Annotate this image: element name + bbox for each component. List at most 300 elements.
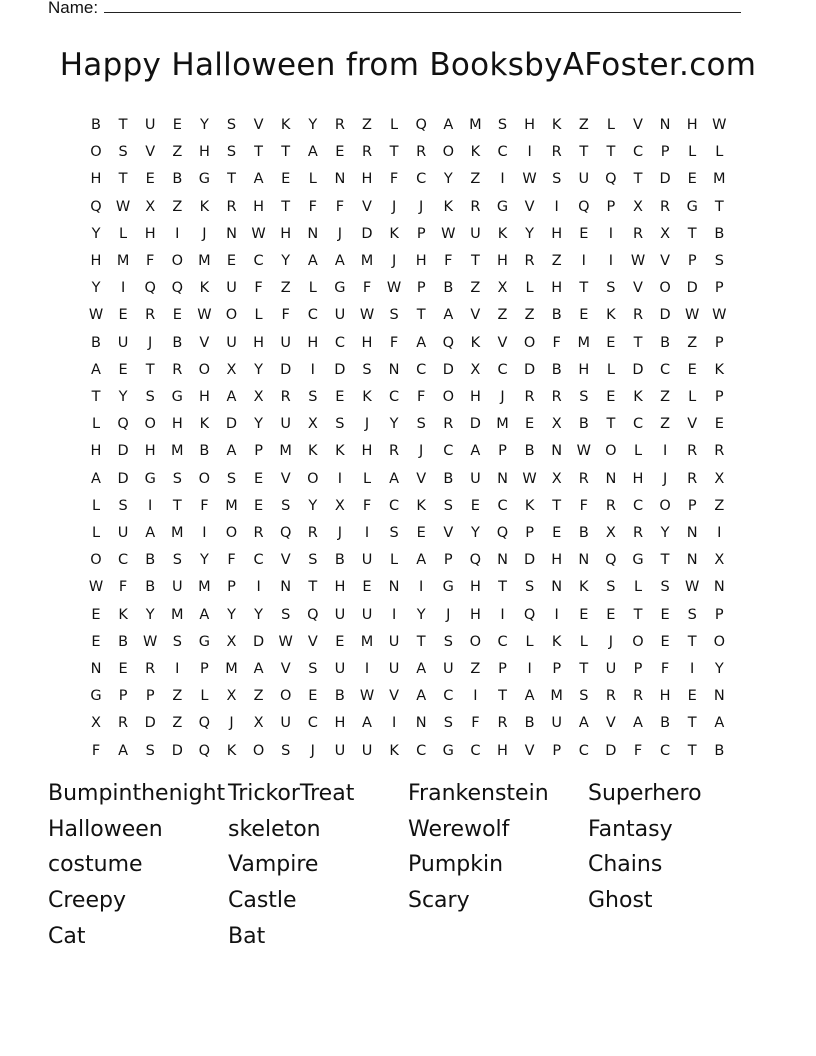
grid-letter: C: [660, 361, 671, 378]
grid-letter: B: [145, 552, 156, 569]
grid-letter: C: [118, 552, 129, 569]
grid-row: [82, 248, 734, 275]
grid-row: [82, 166, 734, 193]
grid-letter: E: [254, 470, 264, 487]
grid-row: [82, 466, 734, 493]
grid-letter: K: [335, 443, 345, 460]
grid-letter: D: [280, 361, 292, 378]
grid-letter: W: [251, 225, 266, 242]
grid-letter: P: [443, 552, 453, 569]
grid-letter: I: [120, 280, 126, 297]
grid-letter: P: [660, 144, 670, 161]
grid-letter: X: [253, 389, 264, 405]
grid-letter: H: [280, 225, 292, 242]
grid-letter: Y: [389, 416, 399, 433]
grid-letter: T: [308, 579, 318, 596]
grid-letter: L: [362, 470, 372, 487]
grid-letter: S: [226, 117, 237, 133]
grid-row: [82, 710, 734, 737]
grid-letter: U: [361, 742, 373, 759]
grid-letter: Q: [605, 552, 617, 569]
word-list-item: costume: [48, 852, 143, 878]
grid-letter: D: [117, 443, 129, 460]
grid-letter: P: [606, 198, 616, 215]
grid-letter: O: [713, 633, 725, 650]
grid-letter: T: [416, 307, 426, 324]
grid-letter: K: [497, 225, 508, 242]
grid-letter: D: [253, 633, 265, 650]
grid-letter: G: [90, 688, 102, 705]
grid-letter: T: [579, 661, 589, 677]
grid-row: [82, 112, 734, 139]
word-list-item: Pumpkin: [408, 852, 504, 878]
grid-letter: V: [416, 470, 427, 487]
grid-letter: O: [225, 307, 238, 324]
grid-letter: K: [280, 117, 291, 133]
grid-row: [82, 330, 734, 357]
grid-letter: I: [364, 525, 370, 541]
grid-row: [82, 656, 734, 683]
grid-letter: G: [198, 633, 211, 650]
grid-letter: B: [524, 443, 535, 460]
grid-letter: G: [686, 198, 698, 215]
grid-letter: C: [253, 253, 264, 269]
grid-letter: Y: [308, 117, 318, 133]
grid-letter: Q: [442, 334, 454, 351]
grid-letter: M: [171, 606, 184, 623]
grid-letter: N: [659, 117, 671, 133]
grid-letter: Y: [443, 171, 453, 188]
grid-letter: Z: [172, 715, 183, 732]
grid-letter: C: [660, 742, 671, 759]
grid-letter: X: [551, 470, 562, 487]
grid-letter: A: [524, 688, 535, 705]
grid-letter: K: [118, 606, 128, 623]
grid-letter: Y: [118, 389, 128, 405]
grid-letter: B: [714, 225, 725, 242]
grid-letter: O: [605, 443, 617, 460]
grid-letter: T: [633, 171, 643, 188]
grid-letter: V: [199, 334, 210, 351]
grid-letter: L: [606, 117, 615, 133]
grid-letter: A: [199, 606, 210, 623]
grid-letter: J: [419, 198, 424, 215]
grid-letter: E: [687, 361, 697, 378]
grid-letter: X: [145, 198, 156, 215]
grid-letter: P: [498, 443, 507, 460]
grid-letter: V: [524, 198, 535, 215]
grid-letter: P: [145, 688, 155, 705]
word-list-item: Chains: [588, 852, 663, 878]
grid-letter: R: [443, 416, 454, 433]
grid-letter: N: [497, 552, 508, 569]
grid-letter: X: [714, 470, 725, 487]
word-list-item: Vampire: [228, 852, 319, 878]
grid-letter: S: [172, 552, 182, 569]
grid-letter: M: [577, 334, 591, 351]
grid-letter: E: [714, 416, 724, 433]
grid-letter: A: [470, 443, 481, 460]
grid-letter: Z: [470, 171, 481, 188]
grid-letter: R: [524, 253, 535, 269]
grid-letter: Z: [497, 307, 508, 324]
grid-letter: W: [359, 688, 375, 705]
grid-letter: V: [687, 416, 698, 433]
grid-letter: P: [227, 579, 236, 596]
grid-letter: P: [687, 497, 697, 514]
grid-letter: R: [470, 198, 481, 215]
grid-letter: P: [552, 661, 562, 677]
grid-letter: S: [579, 389, 589, 405]
grid-letter: H: [334, 715, 346, 732]
grid-letter: B: [524, 715, 535, 732]
grid-row: [82, 194, 734, 221]
grid-letter: L: [91, 416, 101, 433]
grid-letter: T: [281, 198, 291, 215]
grid-letter: Q: [605, 171, 617, 188]
grid-letter: W: [522, 470, 537, 487]
grid-letter: I: [391, 715, 397, 732]
grid-letter: U: [144, 117, 156, 133]
grid-letter: V: [605, 715, 616, 732]
grid-letter: G: [334, 280, 346, 297]
grid-letter: S: [226, 144, 237, 161]
grid-letter: S: [226, 470, 237, 487]
grid-letter: E: [281, 171, 291, 188]
grid-letter: E: [470, 497, 480, 514]
grid-letter: Q: [307, 606, 319, 623]
grid-letter: S: [524, 579, 535, 596]
grid-letter: K: [199, 198, 210, 215]
grid-letter: O: [442, 389, 454, 405]
grid-letter: W: [685, 579, 700, 596]
grid-letter: N: [388, 361, 400, 378]
grid-letter: J: [337, 225, 343, 242]
grid-row: [82, 221, 734, 248]
grid-letter: O: [252, 742, 265, 759]
grid-letter: Q: [198, 715, 211, 732]
grid-letter: U: [388, 661, 400, 677]
grid-letter: Z: [660, 416, 671, 433]
grid-letter: L: [633, 579, 643, 596]
grid-letter: V: [280, 552, 291, 569]
grid-letter: D: [144, 715, 156, 732]
grid-letter: M: [469, 117, 482, 133]
grid-letter: D: [524, 361, 536, 378]
grid-letter: F: [552, 334, 561, 351]
grid-letter: I: [554, 198, 559, 215]
grid-letter: P: [714, 280, 724, 297]
grid-letter: J: [202, 225, 207, 242]
grid-letter: F: [362, 497, 372, 514]
grid-letter: V: [497, 334, 508, 351]
grid-letter: J: [148, 334, 153, 351]
grid-letter: H: [361, 334, 373, 351]
grid-letter: T: [687, 715, 697, 732]
grid-letter: A: [578, 715, 589, 732]
grid-letter: O: [659, 280, 671, 297]
grid-letter: H: [469, 389, 481, 405]
grid-letter: E: [118, 661, 128, 677]
grid-letter: K: [470, 144, 481, 161]
grid-letter: E: [91, 606, 101, 623]
grid-letter: A: [91, 470, 101, 487]
grid-letter: S: [497, 117, 508, 133]
grid-letter: E: [172, 307, 182, 324]
grid-letter: Z: [172, 144, 183, 161]
grid-letter: S: [660, 579, 670, 596]
grid-letter: L: [525, 280, 534, 297]
grid-letter: I: [473, 688, 478, 705]
grid-letter: L: [254, 307, 263, 324]
grid-letter: Q: [578, 198, 590, 215]
grid-letter: R: [551, 389, 562, 405]
grid-letter: Y: [254, 361, 264, 378]
grid-letter: H: [469, 579, 481, 596]
grid-row: [82, 683, 734, 710]
grid-letter: F: [335, 198, 345, 215]
grid-letter: U: [361, 552, 373, 569]
grid-letter: F: [146, 253, 155, 269]
grid-letter: Y: [145, 606, 155, 623]
grid-letter: X: [226, 361, 237, 378]
grid-letter: U: [280, 416, 291, 433]
grid-letter: C: [443, 688, 454, 705]
grid-letter: H: [198, 144, 210, 161]
grid-letter: A: [91, 361, 101, 378]
grid-letter: C: [497, 361, 508, 378]
word-list-item: Bumpinthenight: [48, 781, 226, 806]
grid-row: [82, 602, 734, 629]
grid-letter: Q: [496, 525, 509, 541]
grid-letter: S: [416, 416, 426, 433]
grid-letter: O: [171, 253, 183, 269]
grid-letter: A: [334, 253, 345, 269]
grid-letter: S: [118, 497, 128, 514]
grid-letter: X: [633, 198, 643, 215]
grid-letter: E: [660, 633, 670, 650]
grid-letter: V: [145, 144, 156, 161]
grid-letter: U: [334, 742, 346, 759]
grid-letter: V: [307, 633, 318, 650]
grid-letter: X: [226, 688, 237, 705]
grid-letter: S: [145, 389, 155, 405]
grid-letter: E: [579, 225, 589, 242]
grid-letter: F: [444, 253, 453, 269]
grid-letter: D: [524, 552, 536, 569]
grid-letter: K: [199, 280, 210, 297]
grid-letter: J: [608, 633, 614, 650]
grid-letter: C: [470, 742, 481, 759]
grid-letter: U: [226, 334, 237, 351]
grid-letter: N: [307, 225, 319, 242]
grid-letter: T: [91, 389, 101, 405]
grid-letter: E: [525, 416, 535, 433]
grid-letter: R: [307, 525, 318, 541]
grid-letter: M: [171, 443, 184, 460]
grid-letter: A: [145, 525, 156, 541]
grid-letter: B: [443, 470, 454, 487]
grid-letter: I: [608, 225, 614, 242]
grid-letter: X: [605, 525, 616, 541]
grid-letter: A: [307, 253, 318, 269]
grid-letter: A: [253, 661, 264, 677]
grid-letter: S: [687, 606, 697, 623]
grid-letter: Z: [280, 280, 291, 297]
grid-letter: V: [362, 198, 372, 215]
grid-letter: R: [280, 389, 291, 405]
grid-letter: S: [308, 552, 318, 569]
grid-letter: Y: [416, 606, 426, 623]
grid-letter: U: [551, 715, 562, 732]
grid-letter: L: [200, 688, 209, 705]
page-title: Happy Halloween from BooksbyAFoster.com: [59, 47, 757, 83]
grid-letter: E: [579, 606, 589, 623]
grid-letter: B: [334, 552, 345, 569]
grid-letter: F: [200, 497, 209, 514]
grid-letter: I: [364, 661, 370, 677]
grid-letter: J: [419, 443, 424, 460]
grid-letter: B: [660, 334, 671, 351]
grid-letter: R: [416, 144, 427, 161]
grid-letter: D: [361, 225, 373, 242]
grid-letter: Q: [90, 198, 102, 215]
grid-letter: S: [281, 742, 291, 759]
grid-letter: S: [145, 742, 155, 759]
grid-letter: R: [687, 470, 698, 487]
grid-letter: M: [713, 171, 726, 188]
grid-letter: H: [659, 688, 671, 705]
grid-letter: T: [633, 606, 643, 623]
grid-letter: D: [442, 361, 454, 378]
grid-letter: I: [202, 525, 207, 541]
grid-letter: L: [688, 389, 697, 405]
grid-letter: P: [416, 280, 426, 297]
grid-row: [82, 411, 734, 438]
grid-letter: T: [470, 253, 480, 269]
grid-letter: Z: [172, 688, 183, 705]
grid-letter: U: [280, 715, 291, 732]
grid-letter: W: [712, 307, 727, 324]
grid-letter: Q: [279, 525, 292, 541]
name-field: [48, 0, 748, 20]
grid-letter: F: [389, 171, 399, 188]
grid-letter: W: [359, 307, 375, 324]
grid-letter: E: [335, 633, 345, 650]
grid-letter: M: [550, 688, 563, 705]
grid-letter: G: [442, 742, 454, 759]
grid-letter: U: [334, 606, 346, 623]
grid-letter: N: [497, 470, 508, 487]
grid-letter: Y: [714, 661, 724, 677]
grid-letter: A: [226, 443, 237, 460]
grid-letter: E: [91, 633, 101, 650]
grid-letter: Y: [660, 525, 670, 541]
grid-letter: K: [389, 225, 399, 242]
grid-letter: T: [498, 579, 507, 596]
grid-letter: C: [416, 742, 427, 759]
grid-letter: E: [362, 579, 372, 596]
grid-letter: P: [498, 661, 507, 677]
grid-letter: F: [227, 552, 236, 569]
grid-letter: H: [253, 334, 265, 351]
grid-letter: I: [419, 579, 424, 596]
grid-letter: F: [579, 497, 588, 514]
grid-letter: E: [145, 171, 155, 188]
name-label: Name:: [48, 0, 99, 17]
grid-letter: B: [91, 334, 101, 351]
grid-letter: P: [118, 688, 128, 705]
grid-letter: Q: [144, 280, 156, 297]
grid-letter: R: [145, 661, 156, 677]
grid-row: [82, 629, 734, 656]
word-list-item: Frankenstein: [408, 781, 549, 806]
grid-letter: S: [308, 389, 318, 405]
grid-letter: A: [416, 334, 427, 351]
grid-letter: K: [308, 443, 318, 460]
grid-letter: B: [172, 334, 183, 351]
grid-letter: E: [118, 361, 128, 378]
grid-letter: V: [660, 253, 671, 269]
grid-letter: V: [633, 280, 643, 297]
grid-letter: C: [632, 416, 644, 433]
grid-letter: O: [307, 470, 319, 487]
grid-letter: A: [362, 715, 372, 732]
grid-letter: T: [498, 688, 507, 705]
grid-letter: E: [254, 497, 264, 514]
grid-letter: H: [551, 225, 563, 242]
grid-letter: U: [226, 280, 237, 297]
grid-letter: L: [308, 280, 317, 297]
grid-letter: G: [632, 552, 644, 569]
grid-letter: H: [632, 470, 644, 487]
grid-letter: G: [442, 579, 454, 596]
grid-letter: X: [551, 416, 562, 433]
grid-letter: H: [90, 253, 102, 269]
grid-letter: M: [171, 525, 184, 541]
grid-letter: C: [334, 334, 345, 351]
grid-letter: H: [551, 552, 563, 569]
grid-letter: T: [687, 633, 697, 650]
grid-letter: V: [280, 661, 291, 677]
grid-letter: V: [253, 117, 264, 133]
grid-letter: E: [335, 389, 345, 405]
grid-letter: Z: [660, 389, 671, 405]
grid-letter: I: [662, 443, 668, 460]
grid-letter: S: [172, 633, 182, 650]
grid-letter: X: [307, 416, 318, 433]
grid-letter: W: [685, 307, 700, 324]
grid-letter: L: [606, 361, 615, 378]
grid-letter: O: [523, 334, 536, 351]
grid-letter: P: [714, 334, 724, 351]
grid-letter: T: [606, 416, 616, 433]
grid-letter: R: [172, 361, 183, 378]
grid-letter: S: [389, 525, 399, 541]
grid-letter: M: [198, 579, 211, 596]
grid-letter: D: [334, 361, 346, 378]
grid-letter: U: [171, 579, 183, 596]
grid-letter: N: [90, 661, 102, 677]
grid-letter: T: [227, 171, 236, 188]
word-list-item: TrickorTreat: [228, 781, 355, 806]
grid-letter: K: [470, 334, 481, 351]
grid-letter: B: [91, 117, 101, 133]
grid-letter: N: [280, 579, 292, 596]
grid-letter: S: [714, 253, 724, 269]
grid-letter: T: [389, 144, 399, 161]
grid-letter: S: [389, 307, 399, 324]
